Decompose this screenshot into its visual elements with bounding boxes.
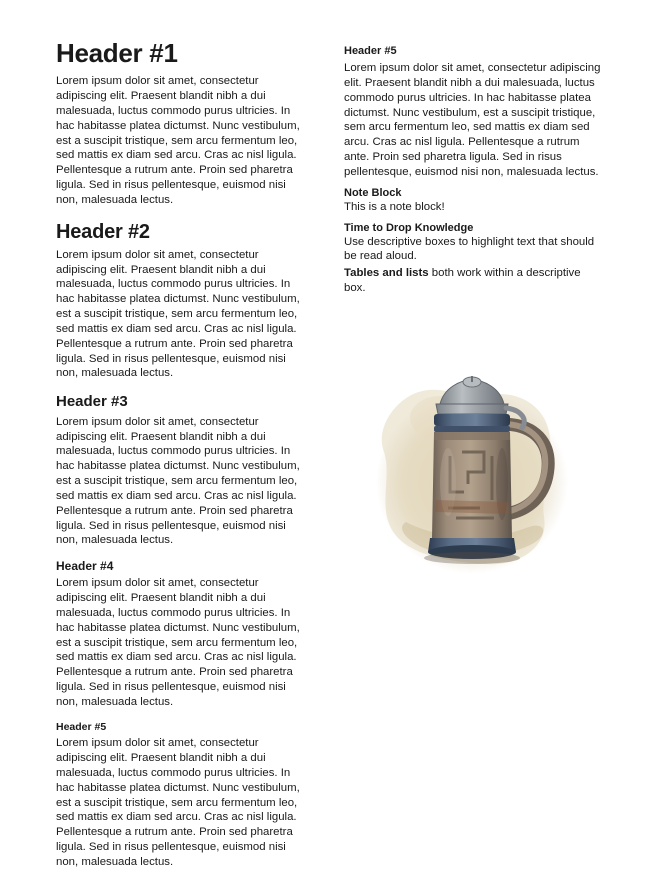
stein-neck (434, 414, 510, 432)
header-4: Header #4 (56, 559, 114, 574)
beer-stein-svg (344, 332, 604, 612)
stein-base (424, 538, 520, 564)
header-2: Header #2 (56, 220, 150, 243)
tables-and-lists-text (344, 266, 604, 296)
paragraph-2: Lorem ipsum dolor sit amet, consectetur adipiscing elit. Praesent blandit nibh a dui malesuada, luctus commodo purus ultricies. In hac habitasse platea dictumst. Nunc vestibulum, est a suscipit tristique, sem arcu fermentum leo, sed mattis ex diam sed arcu. Cras ac nisl ligula. Pellentesque a rutrum ante. Proin sed pharetra ligula. Sed in risus pellentesque, euismod nisi non, malesuada lectus. (56, 248, 300, 380)
drop-knowledge-title: Time to Drop Knowledge (344, 221, 474, 234)
beer-stein-illustration (344, 332, 604, 612)
paragraph-4: Lorem ipsum dolor sit amet, consectetur adipiscing elit. Praesent blandit nibh a dui malesuada, luctus commodo purus ultricies. In hac habitasse platea dictumst. Nunc vestibulum, est a suscipit tristique, sem arcu fermentum leo, sed mattis ex diam sed arcu. Cras ac nisl ligula. Pellentesque a rutrum ante. Proin sed pharetra ligula. Sed in risus pellentesque, euismod nisi non, malesuada lectus. (56, 577, 300, 708)
note-block-title: Note Block (344, 186, 402, 199)
paragraph-5: Lorem ipsum dolor sit amet, consectetur adipiscing elit. Praesent blandit nibh a dui malesuada, luctus commodo purus ultricies. In hac habitasse platea dictumst. Nunc vestibulum, est a suscipit tristique, sem arcu fermentum leo, sed mattis ex diam sed arcu. Cras ac nisl ligula. Pellentesque a rutrum ante. Proin sed pharetra ligula. Sed in risus pellentesque, euismod nisi non, malesuada lectus. (56, 737, 300, 868)
tables-and-lists-rest: both work within a descriptive box. (344, 267, 581, 295)
paragraph-1: Lorem ipsum dolor sit amet, consectetur adipiscing elit. Praesent blandit nibh a dui malesuada, luctus commodo purus ultricies. In hac habitasse platea dictumst. Nunc vestibulum, est a suscipit tristique, sem arcu fermentum leo, sed mattis ex diam sed arcu. Cras ac nisl ligula. Pellentesque a rutrum ante. Proin sed pharetra ligula. Sed in risus pellentesque, euismod nisi non, malesuada lectus. (56, 75, 300, 206)
stein-body (432, 432, 512, 538)
header-1: Header #1 (56, 38, 178, 68)
header-3: Header #3 (56, 393, 128, 411)
descriptive-box-text: Use descriptive boxes to highlight text that should be read aloud. (344, 235, 595, 263)
header-5: Header #5 (56, 720, 107, 733)
right-header-5: Header #5 (344, 45, 397, 57)
paragraph-3: Lorem ipsum dolor sit amet, consectetur adipiscing elit. Praesent blandit nibh a dui malesuada, luctus commodo purus ultricies. In hac habitasse platea dictumst. Nunc vestibulum, est a suscipit tristique, sem arcu fermentum leo, sed mattis ex diam sed arcu. Cras ac nisl ligula. Pellentesque a rutrum ante. Proin sed pharetra ligula. Sed in risus pellentesque, euismod nisi non, malesuada lectus. (56, 415, 300, 547)
two-column-layout (56, 40, 608, 872)
tables-and-lists-lead: Tables and lists (344, 267, 429, 280)
left-column (56, 40, 308, 872)
note-block-text: This is a note block! (344, 200, 445, 213)
right-paragraph: Lorem ipsum dolor sit amet, consectetur adipiscing elit. Praesent blandit nibh a dui malesuada, luctus commodo purus ultricies. In hac habitasse platea dictumst. Nunc vestibulum, est a suscipit tristique, sem arcu fermentum leo, sed mattis ex diam sed arcu. Cras ac nisl ligula. Pellentesque a rutrum ante. Proin sed pharetra ligula. Sed in risus pellentesque, euismod nisi non, malesuada lectus. (344, 62, 601, 178)
right-column (344, 40, 604, 612)
